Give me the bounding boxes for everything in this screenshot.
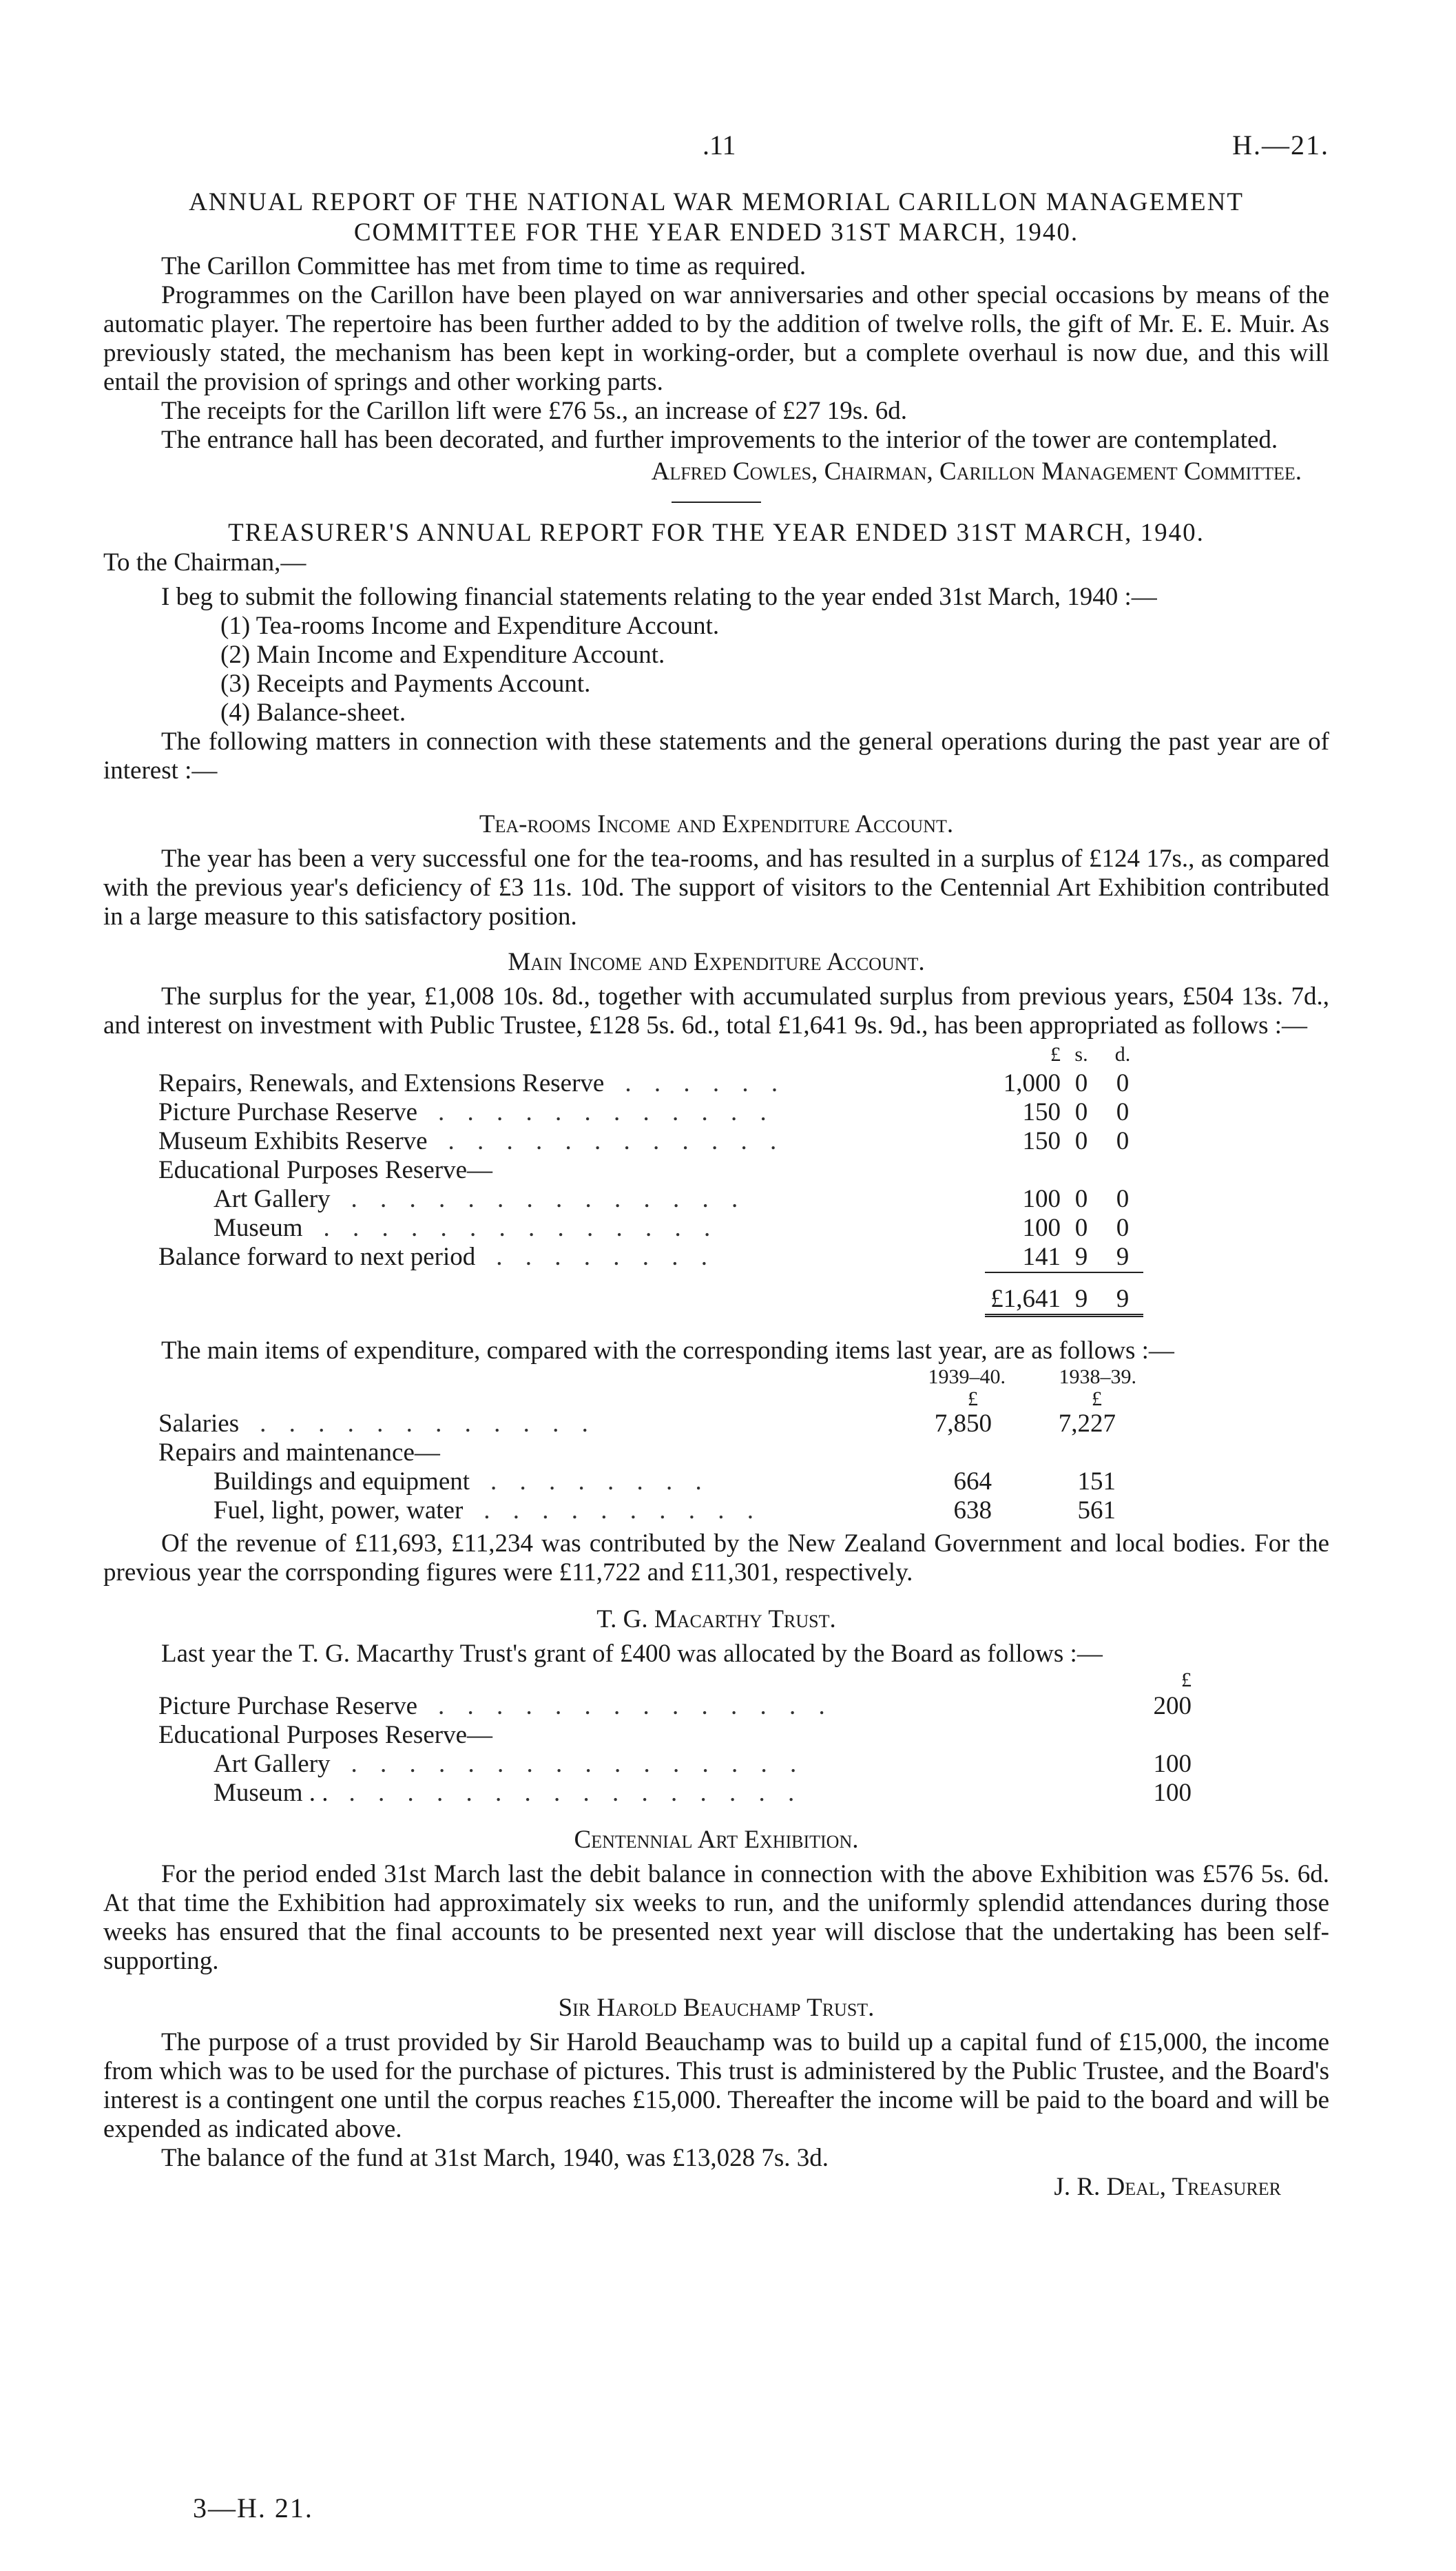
- appropriation-row: [158, 1185, 1143, 1214]
- amount-pounds: 141: [1022, 1243, 1061, 1271]
- macarthy-heading: T. G. Macarthy Trust.: [596, 1605, 836, 1633]
- macarthy-table: [158, 1669, 1192, 1808]
- macarthy-unit: £: [1181, 1669, 1192, 1691]
- leader-dots: . . . . . . . .: [490, 1467, 710, 1496]
- row-label: Museum Exhibits Reserve: [158, 1127, 428, 1155]
- expenditure-label: [158, 1467, 888, 1496]
- carillon-para-2: Programmes on the Carillon have been played on war anniversaries and other special occasions by means of the automatic player. The repertoire has been further added to by the addition of twelve rolls, the gift of Mr. E. E. Muir. As previously stated, the mechanism has been kept in working-order, but a complete overhaul is now due, and this will entail the provision of springs and other working parts.: [103, 281, 1329, 396]
- amount-pence: 0: [1116, 1127, 1130, 1155]
- expenditure-label: [158, 1410, 888, 1438]
- macarthy-label: [158, 1750, 1143, 1779]
- amount-pence: [1102, 1156, 1143, 1185]
- treasurer-signature: J. R. Deal, Treasurer: [1054, 2173, 1281, 2201]
- row-label: Repairs and maintenance—: [158, 1438, 440, 1467]
- carillon-para-3: The receipts for the Carillon lift were £76 5s., an increase of £27 19s. 6d.: [161, 397, 907, 425]
- beauchamp-text: The purpose of a trust provided by Sir Harold Beauchamp was to build up a capital fund of £15,000, the income from which was to be used for the purchase of pictures. This trust is administered by the Public Trustee, and the Board's interest is a contingent one until the corpus reaches £15,000. Thereafter the income will be paid to the board and will be expended as indicated above.: [103, 2028, 1329, 2143]
- row-label: Salaries: [158, 1410, 240, 1438]
- beauchamp-heading: Sir Harold Beauchamp Trust.: [558, 1994, 875, 2022]
- carillon-signature: Alfred Cowles, Chairman, Carillon Management Committee.: [651, 457, 1302, 486]
- appropriation-label: [158, 1214, 985, 1243]
- appropriation-label: [158, 1156, 985, 1185]
- appropriation-row: [158, 1098, 1143, 1127]
- statement-item: (1) Tea-rooms Income and Expenditure Account.: [220, 612, 720, 640]
- value-1938-39: 7,227: [1058, 1410, 1116, 1438]
- macarthy-value: [1143, 1721, 1192, 1750]
- appropriation-row: [158, 1127, 1143, 1156]
- value-1938-39: [1006, 1438, 1136, 1467]
- leader-dots: . . . . . . . . . . . . . .: [323, 1214, 719, 1242]
- appropriation-label: [158, 1069, 985, 1098]
- leader-dots: . . . . . . . .: [496, 1243, 716, 1271]
- appropriation-table: [158, 1040, 1143, 1317]
- section-divider: [672, 502, 761, 503]
- tearooms-text: The year has been a very successful one for the tea-rooms, and has resulted in a surplus of £124 17s., as compared with the previous year's deficiency of £3 11s. 10d. The support of visitors to the Centennial Art Exhibition contributed in a large measure to this satisfactory position.: [103, 845, 1329, 931]
- total-shillings: 9: [1061, 1285, 1102, 1316]
- expenditure-row: [158, 1410, 1136, 1438]
- col-1938-39: 1938–39.: [1059, 1365, 1136, 1388]
- macarthy-label: [158, 1721, 1143, 1750]
- centennial-text: For the period ended 31st March last the debit balance in connection with the above Exhibition was £576 5s. 6d. At that time the Exhibition had approximately six weeks to run, and the uniformly splendid attendances during those weeks has ensured that the final accounts to be presented next year will disclose that the undertaking has been self-supporting.: [103, 1860, 1329, 1975]
- macarthy-row: [158, 1721, 1192, 1750]
- leader-dots: . . . . . . . . . . . . . . . .: [351, 1750, 805, 1778]
- expenditure-unit-row: [158, 1389, 1136, 1410]
- statement-item: (4) Balance-sheet.: [220, 699, 406, 727]
- amount-shillings: 0: [1074, 1127, 1088, 1155]
- appropriation-total-row: [158, 1285, 1143, 1316]
- leader-dots: . . . . . . . . . . . .: [448, 1127, 785, 1155]
- amount-shillings: 0: [1074, 1069, 1088, 1097]
- appropriation-label: [158, 1185, 985, 1214]
- leader-dots: . . . . . . . . . . . .: [260, 1410, 596, 1438]
- col-shillings: s.: [1074, 1043, 1088, 1066]
- leader-dots: . . . . . .: [625, 1069, 787, 1097]
- row-label: Picture Purchase Reserve: [158, 1692, 418, 1720]
- beauchamp-balance: The balance of the fund at 31st March, 1940, was £13,028 7s. 3d.: [161, 2144, 829, 2172]
- amount-pounds: 100: [1022, 1214, 1061, 1242]
- value-1938-39: 151: [1077, 1467, 1116, 1496]
- expenditure-intro: The main items of expenditure, compared with the corresponding items last year, are as follows :—: [161, 1336, 1174, 1365]
- expenditure-row: [158, 1438, 1136, 1467]
- amount-pounds: [985, 1156, 1061, 1185]
- value-1938-39: 561: [1077, 1496, 1116, 1525]
- appropriation-header: [158, 1040, 1143, 1069]
- expenditure-table: [158, 1365, 1136, 1525]
- carillon-title-line2: COMMITTEE FOR THE YEAR ENDED 31ST MARCH, 1940.: [353, 218, 1079, 247]
- value-1939-40: 7,850: [934, 1410, 992, 1438]
- row-label: Museum . .: [214, 1779, 329, 1807]
- amount-pence: 9: [1116, 1243, 1130, 1271]
- carillon-title-line1: ANNUAL REPORT OF THE NATIONAL WAR MEMORIAL CARILLON MANAGEMENT: [189, 188, 1244, 216]
- appropriation-row: [158, 1243, 1143, 1272]
- main-account-heading: Main Income and Expenditure Account.: [508, 948, 925, 976]
- statements-list: [220, 612, 1329, 727]
- macarthy-unit-row: [158, 1669, 1192, 1692]
- amount-shillings: 0: [1074, 1214, 1088, 1242]
- appropriation-spacer: [158, 1272, 1143, 1285]
- centennial-heading: Centennial Art Exhibition.: [574, 1826, 859, 1854]
- amount-pounds: 1,000: [1003, 1069, 1061, 1097]
- row-label: Educational Purposes Reserve—: [158, 1156, 492, 1184]
- statement-item: (2) Main Income and Expenditure Account.: [220, 641, 665, 669]
- row-label: Balance forward to next period: [158, 1243, 476, 1271]
- amount-pence: 0: [1116, 1185, 1130, 1213]
- amount-pence: 0: [1116, 1214, 1130, 1242]
- row-label: Repairs, Renewals, and Extensions Reserve: [158, 1069, 605, 1097]
- carillon-title: [103, 187, 1329, 248]
- row-label: Educational Purposes Reserve—: [158, 1721, 492, 1749]
- macarthy-value: 200: [1153, 1692, 1192, 1720]
- row-label: Art Gallery: [214, 1750, 331, 1778]
- appropriation-label: [158, 1127, 985, 1156]
- row-label: Picture Purchase Reserve: [158, 1098, 418, 1126]
- appropriation-rows: [158, 1069, 1143, 1272]
- total-pounds: £1,641: [985, 1285, 1061, 1316]
- leader-dots: . . . . . . . . . . . .: [438, 1098, 775, 1126]
- expenditure-rows: [158, 1410, 1136, 1525]
- unit-1939: £: [968, 1387, 978, 1410]
- row-label: Art Gallery: [214, 1185, 331, 1213]
- salutation: To the Chairman,—: [103, 548, 306, 577]
- expenditure-row: [158, 1496, 1136, 1525]
- value-1939-40: 638: [953, 1496, 992, 1525]
- leader-dots: . . . . . . . . . . . . . . . .: [349, 1779, 803, 1807]
- appropriation-row: [158, 1156, 1143, 1185]
- macarthy-row: [158, 1750, 1192, 1779]
- amount-shillings: 0: [1074, 1098, 1088, 1126]
- page-number: .11: [703, 130, 736, 161]
- expenditure-row: [158, 1467, 1136, 1496]
- value-1939-40: [888, 1438, 1006, 1467]
- carillon-para-1: The Carillon Committee has met from time to time as required.: [161, 252, 807, 280]
- appropriation-label: [158, 1098, 985, 1127]
- leader-dots: . . . . . . . . . . . . . .: [438, 1692, 833, 1720]
- col-1939-40: 1939–40.: [928, 1365, 1006, 1388]
- footer-signature-mark: 3—H. 21.: [193, 2492, 313, 2523]
- expenditure-label: [158, 1496, 888, 1525]
- tearooms-heading: Tea-rooms Income and Expenditure Account.: [479, 810, 954, 838]
- row-label: Fuel, light, power, water: [214, 1496, 464, 1525]
- page-header: [103, 131, 1329, 165]
- col-pence: d.: [1114, 1043, 1131, 1066]
- expenditure-label: [158, 1438, 888, 1467]
- main-account-text: The surplus for the year, £1,008 10s. 8d., together with accumulated surplus from previous years, £504 13s. 7d., and interest on investment with Public Trustee, £128 5s. 6d., total £1,641 9s. 9d., has been appropriated as follows :—: [103, 982, 1329, 1040]
- amount-pounds: 150: [1022, 1098, 1061, 1126]
- appropriation-label: [158, 1243, 985, 1272]
- macarthy-label: [158, 1779, 1143, 1808]
- col-pounds: £: [1050, 1043, 1061, 1066]
- statement-item: (3) Receipts and Payments Account.: [220, 670, 591, 698]
- amount-shillings: 9: [1074, 1243, 1088, 1271]
- revenue-text: Of the revenue of £11,693, £11,234 was contributed by the New Zealand Government and local bodies. For the previous year the corrsponding figures were £11,722 and £11,301, respectively.: [103, 1529, 1329, 1587]
- amount-pounds: 100: [1022, 1185, 1061, 1213]
- row-label: Buildings and equipment: [214, 1467, 470, 1496]
- macarthy-value: 100: [1153, 1750, 1192, 1778]
- leader-dots: . . . . . . . . . .: [483, 1496, 762, 1525]
- amount-pence: 0: [1116, 1069, 1130, 1097]
- macarthy-label: [158, 1692, 1143, 1721]
- following-matters: The following matters in connection with these statements and the general operations during the past year are of interest :—: [103, 727, 1329, 785]
- total-pence: 9: [1102, 1285, 1143, 1316]
- amount-shillings: [1061, 1156, 1102, 1185]
- document-page: [103, 0, 1329, 2571]
- macarthy-row: [158, 1692, 1192, 1721]
- expenditure-header: [158, 1365, 1136, 1389]
- appropriation-row: [158, 1069, 1143, 1098]
- treasurer-title: TREASURER'S ANNUAL REPORT FOR THE YEAR ENDED 31ST MARCH, 1940.: [228, 519, 1205, 547]
- leader-dots: . . . . . . . . . . . . . .: [351, 1185, 747, 1213]
- unit-1938: £: [1092, 1387, 1102, 1410]
- body-flow: [103, 187, 1329, 2202]
- row-label: Museum: [214, 1214, 303, 1242]
- macarthy-row: [158, 1779, 1192, 1808]
- value-1939-40: 664: [953, 1467, 992, 1496]
- treasurer-intro: I beg to submit the following financial statements relating to the year ended 31st March, 1940 :—: [161, 583, 1157, 611]
- amount-pounds: 150: [1022, 1127, 1061, 1155]
- macarthy-rows: [158, 1692, 1192, 1808]
- document-reference: H.—21.: [1232, 130, 1329, 161]
- macarthy-text: Last year the T. G. Macarthy Trust's grant of £400 was allocated by the Board as follows :—: [161, 1640, 1103, 1668]
- appropriation-row: [158, 1214, 1143, 1243]
- carillon-para-4: The entrance hall has been decorated, and further improvements to the interior of the tower are contemplated.: [161, 426, 1278, 454]
- macarthy-value: 100: [1153, 1779, 1192, 1807]
- amount-pence: 0: [1116, 1098, 1130, 1126]
- amount-shillings: 0: [1074, 1185, 1088, 1213]
